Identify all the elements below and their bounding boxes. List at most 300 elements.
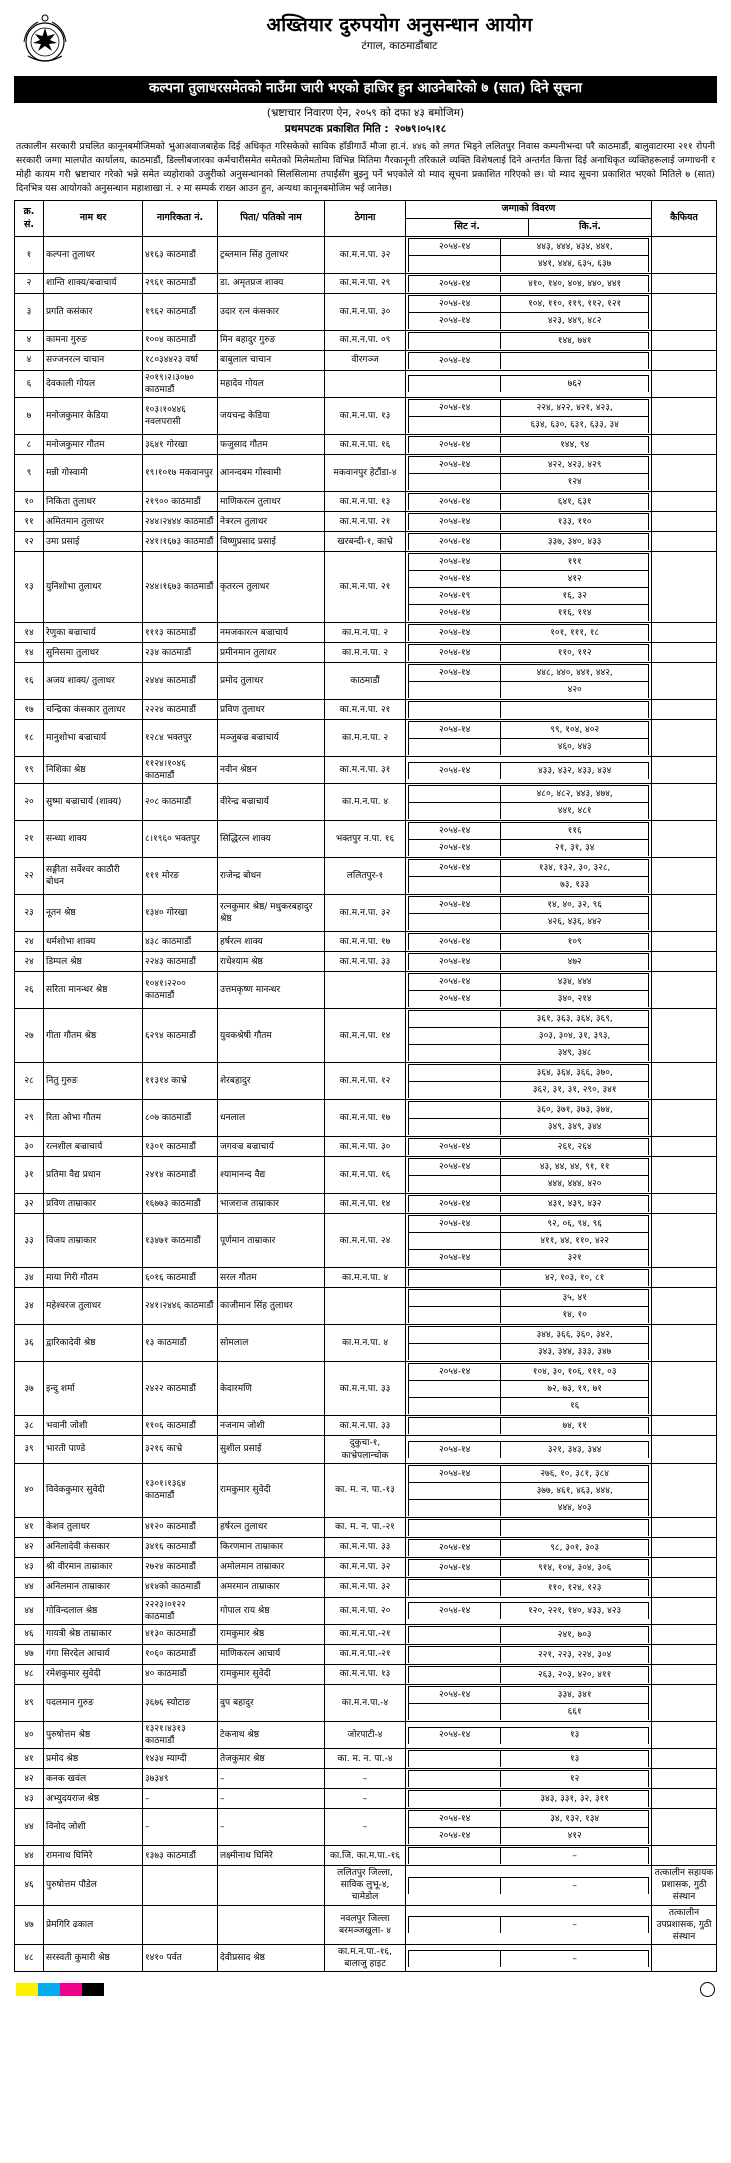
land-detail-row — [409, 1381, 649, 1398]
land-detail-row — [409, 934, 649, 951]
cell-sheet-no: २०५४-१४ — [409, 1364, 501, 1381]
cell-address: – — [325, 1809, 406, 1846]
cell-sheet-no: २०५४-१४ — [409, 1828, 501, 1845]
cell-name: नूतन श्रेष्ठ — [44, 895, 143, 932]
cell-land-details — [406, 552, 652, 623]
land-detail-row — [409, 1791, 649, 1808]
cell-father: सोमलाल — [218, 1325, 325, 1362]
cell-remarks — [652, 1325, 717, 1362]
cell-father: रामकुमार सुवेदी — [218, 1463, 325, 1517]
cell-citizenship: १०३।१०४४६ नवलपरासी — [143, 398, 218, 435]
cell-land-details — [406, 1137, 652, 1157]
cell-remarks — [652, 1288, 717, 1325]
land-detail-row — [409, 702, 649, 719]
cell-remarks — [652, 1436, 717, 1463]
cell-sn: ४४ — [15, 1846, 44, 1866]
land-detail-row — [409, 1686, 649, 1703]
land-detail-row — [409, 1519, 649, 1536]
cell-land-details — [406, 1288, 652, 1325]
cell-sheet-no: २०५४-१४ — [409, 295, 501, 312]
cell-name: प्रविण ताम्राकार — [44, 1194, 143, 1214]
cell-name: युनिशोभा तुलाधर — [44, 552, 143, 623]
cell-address: का.म.न.पा. २१ — [325, 512, 406, 532]
cell-father: टेकनाथ श्रेष्ठ — [218, 1721, 325, 1748]
cell-remarks — [652, 663, 717, 700]
table-row — [15, 1325, 717, 1362]
land-detail-row — [409, 739, 649, 756]
cell-kitta-no: २२१, २२३, २२४, ३०४ — [501, 1646, 649, 1663]
cell-land-details — [406, 1577, 652, 1597]
cell-sn: ४२ — [15, 1769, 44, 1789]
land-detail-row — [409, 974, 649, 991]
table-row — [15, 1288, 717, 1325]
land-detail-row — [409, 275, 649, 292]
land-detail-row — [409, 1119, 649, 1136]
cell-father: मिन बहादुर गुरुङ — [218, 330, 325, 350]
cell-name: धर्मशोभा शाक्य — [44, 932, 143, 952]
col-land-details: जग्गाको विवरण — [406, 201, 652, 219]
land-detail-row — [409, 1344, 649, 1361]
cell-address — [325, 1288, 406, 1325]
cell-kitta-no: ४७२ — [501, 954, 649, 971]
cell-remarks — [652, 293, 717, 330]
col-address: ठेगाना — [325, 201, 406, 236]
cell-kitta-no: ९८, ३०१, ३०३ — [501, 1539, 649, 1556]
cell-land-details — [406, 512, 652, 532]
cell-land-details — [406, 700, 652, 720]
table-row — [15, 972, 717, 1009]
cell-citizenship: ६२९४ काठमाडौं — [143, 1009, 218, 1063]
cell-sheet-no — [409, 702, 501, 719]
table-row — [15, 435, 717, 455]
cell-sn: १४ — [15, 643, 44, 663]
cell-name: कामना गुरुङ — [44, 330, 143, 350]
cell-citizenship — [143, 1905, 218, 1944]
cell-citizenship: १३ काठमाडौं — [143, 1325, 218, 1362]
cell-land-details — [406, 1268, 652, 1288]
cell-kitta-no: १३ — [501, 1751, 649, 1768]
table-row — [15, 895, 717, 932]
cell-kitta-no: १०९ — [501, 934, 649, 951]
cell-land-details — [406, 1063, 652, 1100]
land-detail-row — [409, 1771, 649, 1788]
cell-sn: ४० — [15, 1463, 44, 1517]
cell-remarks — [652, 1789, 717, 1809]
cell-sheet-no: २०५४-१४ — [409, 1196, 501, 1213]
cell-father: जयचन्द्र केडिया — [218, 398, 325, 435]
cell-father: देवीप्रसाद श्रेष्ठ — [218, 1945, 325, 1972]
cell-remarks — [652, 273, 717, 293]
cell-kitta-no: ४२६, ४३६, ४४२ — [501, 914, 649, 931]
cell-address: का.म.न.पा. १७ — [325, 932, 406, 952]
col-sheet-no: सिट नं. — [406, 219, 529, 237]
cell-sheet-no: २०५४-१४ — [409, 1811, 501, 1828]
cell-sheet-no — [409, 1877, 501, 1894]
cell-address: का.म.न.पा. ३३ — [325, 1416, 406, 1436]
cell-sheet-no — [409, 1499, 501, 1516]
cell-address: का.म.न.पा. १४ — [325, 1009, 406, 1063]
cell-citizenship: ११०६ काठमाडौं — [143, 1416, 218, 1436]
cell-name: रत्नशील बज्राचार्य — [44, 1137, 143, 1157]
cell-name: सुष्मा बज्राचार्य (शाक्य) — [44, 784, 143, 821]
cell-remarks — [652, 1644, 717, 1664]
cell-land-details — [406, 1009, 652, 1063]
cell-father: सुशील प्रसाई — [218, 1436, 325, 1463]
cell-father: प्रमीनमान तुलाधर — [218, 643, 325, 663]
cell-land-details — [406, 1664, 652, 1684]
cell-name: प्रतिमा वैद्य प्रधान — [44, 1157, 143, 1194]
cell-kitta-no: २६१, २६४ — [501, 1139, 649, 1156]
cell-citizenship: ११३१४ काभ्रे — [143, 1063, 218, 1100]
cell-sn: ४८ — [15, 1945, 44, 1972]
masthead — [14, 10, 717, 72]
cell-father: किरणमान ताम्राकार — [218, 1537, 325, 1557]
land-detail-row — [409, 417, 649, 434]
cell-citizenship — [143, 1866, 218, 1905]
cell-name: इन्दु शर्मा — [44, 1362, 143, 1416]
cell-sn: १७ — [15, 700, 44, 720]
cell-sheet-no: २०५४-१४ — [409, 762, 501, 779]
cell-father: महादेव गोयल — [218, 370, 325, 397]
cell-name: मनोजकुमार केडिया — [44, 398, 143, 435]
cell-remarks — [652, 1194, 717, 1214]
cell-kitta-no: ३६१, ३६३, ३६४, ३६९, — [501, 1011, 649, 1028]
cell-land-details — [406, 952, 652, 972]
cell-sheet-no: २०५४-१४ — [409, 352, 501, 369]
table-row — [15, 1749, 717, 1769]
cell-citizenship: ८।१९६० भक्तपुर — [143, 821, 218, 858]
cell-name: पुरुषोत्तम श्रेष्ठ — [44, 1721, 143, 1748]
cell-land-details — [406, 1463, 652, 1517]
land-detail-row — [409, 1233, 649, 1250]
cell-remarks — [652, 1463, 717, 1517]
land-detail-row — [409, 1499, 649, 1516]
land-detail-row — [409, 494, 649, 511]
cell-address: का. म. न. पा.-१३ — [325, 1463, 406, 1517]
cell-sheet-no — [409, 1751, 501, 1768]
cell-address: का.म.न.पा. ४ — [325, 1325, 406, 1362]
cell-sn: ४७ — [15, 1644, 44, 1664]
print-footer — [14, 1978, 717, 2005]
cell-father: हर्षरत्न शाक्य — [218, 932, 325, 952]
cell-sheet-no — [409, 376, 501, 393]
cell-kitta-no: १२४ — [501, 474, 649, 491]
cell-land-details — [406, 1721, 652, 1748]
cell-remarks — [652, 552, 717, 623]
cell-kitta-no: ४३१, ४३९, ४३२ — [501, 1196, 649, 1213]
cell-father: बाबुलाल चाचान — [218, 350, 325, 370]
cell-kitta-no: ४३४, ४४४ — [501, 974, 649, 991]
cell-kitta-no: ११६ — [501, 823, 649, 840]
land-detail-row — [409, 437, 649, 454]
cell-name: अनिलमान ताम्राकार — [44, 1577, 143, 1597]
land-detail-row — [409, 1176, 649, 1193]
cell-kitta-no: १३३, ११० — [501, 514, 649, 531]
cell-kitta-no: १४४, ७४१ — [501, 332, 649, 349]
land-detail-row — [409, 312, 649, 329]
cell-sn: ४२ — [15, 1537, 44, 1557]
table-row — [15, 1945, 717, 1972]
cell-father: युवकश्रेषी गौतम — [218, 1009, 325, 1063]
cell-kitta-no — [501, 1519, 649, 1536]
land-detail-row — [409, 1065, 649, 1082]
government-emblem-icon — [16, 12, 74, 70]
land-detail-row — [409, 1307, 649, 1324]
land-detail-row — [409, 1950, 649, 1967]
cell-citizenship: ४१६३ काठमाडौं — [143, 236, 218, 273]
table-row — [15, 1557, 717, 1577]
table-row — [15, 821, 717, 858]
cell-land-details — [406, 1846, 652, 1866]
land-detail-row — [409, 588, 649, 605]
cell-sheet-no — [409, 1381, 501, 1398]
cell-kitta-no: २१, ३१, ३४ — [501, 840, 649, 857]
cell-name: निकिता तुलाधर — [44, 492, 143, 512]
cell-sheet-no — [409, 1307, 501, 1324]
cell-father: नजनाम जोशी — [218, 1416, 325, 1436]
cell-sheet-no — [409, 417, 501, 434]
land-detail-row — [409, 1603, 649, 1620]
land-detail-row — [409, 665, 649, 682]
notice-body-text: तत्कालीन सरकारी प्रचलित कानूनबमोजिमको भुआअवाजबाहेक दिई अधिकृत गरिसकेको साविक हाँडीगाउँ मौजा हा.नं. ४४६ को लगत भिड्ने ललितपुर निवास कम्पनीभन्दा परै काठमाडौं, बालुवाटारमा २११ रोपनी सरकारी जग्गा मालपोत कार्यालय, काठमाडौं, डिल्लीबजारका कर्मचारीसमेत समेतको मिलेमतोमा विभिन्न मितिमा गैरकानूनी तरिकाले व्यक्ति विशेषलाई दिने अन्तर्गत कित्ता दिई अनाधिकृत व्यक्तिहरूलाई जग्गाधनी र मोही कायम गरी भ्रष्टाचार गरेको भन्ने समेत व्यहोराको उजुरीको अनुसन्धानको सिलसिलामा तपाईंसँग बुझ्नु पर्ने भएकोले यो म्याद सूचना प्रकाशित गरिएको छ। यो म्याद सूचना प्रकाशित भएको मितिले ७ (सात) दिनभित्र यस आयोगको अनुसन्धान महाशाखा नं. २ मा सम्पर्क राख्न आउन हुन, अन्यथा कानूनबमोजिम भई जानेछ। — [16, 141, 715, 194]
cell-remarks — [652, 350, 717, 370]
cell-kitta-no: ३३७, ३४०, ४३३ — [501, 534, 649, 551]
cell-sheet-no — [409, 1950, 501, 1967]
cell-address: का.म.न.पा. १४ — [325, 1194, 406, 1214]
table-row — [15, 1100, 717, 1137]
cell-remarks — [652, 932, 717, 952]
cell-remarks: तत्कालीन उपप्रशासक, गुठी संस्थान — [652, 1905, 717, 1944]
cell-remarks — [652, 1137, 717, 1157]
cell-remarks — [652, 1557, 717, 1577]
cell-remarks — [652, 1537, 717, 1557]
table-row — [15, 1137, 717, 1157]
cell-father: कृतरत्न तुलाधर — [218, 552, 325, 623]
cell-kitta-no: ४४१, ४८१ — [501, 803, 649, 820]
table-row — [15, 643, 717, 663]
land-detail-row — [409, 1216, 649, 1233]
cell-land-details — [406, 370, 652, 397]
cell-remarks — [652, 1846, 717, 1866]
cell-kitta-no: ३४४, ३६६, ३६०, ३४२, — [501, 1327, 649, 1344]
land-detail-row — [409, 605, 649, 622]
land-detail-row — [409, 840, 649, 857]
cell-sheet-no — [409, 1045, 501, 1062]
cell-name: सरिता मानन्धर श्रेष्ठ — [44, 972, 143, 1009]
cell-sheet-no — [409, 914, 501, 931]
land-detail-row — [409, 786, 649, 803]
cell-citizenship: २४१४ काठमाडौं — [143, 1157, 218, 1194]
cell-sheet-no — [409, 1102, 501, 1119]
cell-father: सिद्धिरत्न शाक्य — [218, 821, 325, 858]
cell-kitta-no: ४२२, ४२३, ४२९ — [501, 457, 649, 474]
table-row — [15, 1268, 717, 1288]
cell-sn: ८ — [15, 435, 44, 455]
cell-sheet-no: २०५४-१४ — [409, 312, 501, 329]
land-detail-row — [409, 238, 649, 255]
cell-name: उमा प्रसाई — [44, 532, 143, 552]
cell-remarks — [652, 1597, 717, 1624]
cell-father: डा. अमृतप्रज शाक्य — [218, 273, 325, 293]
cell-land-details — [406, 532, 652, 552]
cell-address: का.म.न.पा. २ — [325, 643, 406, 663]
notice-title-bar: कल्पना तुलाधरसमेतको नाउँमा जारी भएको हाजिर हुन आउनेबारेको ७ (सात) दिने सूचना — [14, 76, 717, 103]
cell-sheet-no: २०५४-१४ — [409, 494, 501, 511]
cell-citizenship: २४२२ काठमाडौं — [143, 1362, 218, 1416]
cell-sn: १ — [15, 236, 44, 273]
color-swatch — [16, 1983, 38, 1996]
cell-sn: ४६ — [15, 1866, 44, 1905]
cell-sn: ३३ — [15, 1214, 44, 1268]
cell-sheet-no: २०५४-१४ — [409, 534, 501, 551]
cell-sn: ४९ — [15, 1684, 44, 1721]
cell-address — [325, 972, 406, 1009]
cell-sheet-no — [409, 877, 501, 894]
cell-address — [325, 370, 406, 397]
cell-land-details — [406, 720, 652, 757]
cell-kitta-no: १११ — [501, 554, 649, 571]
cell-address: जोरपाटी-४ — [325, 1721, 406, 1748]
cell-name: निशिका श्रेष्ठ — [44, 757, 143, 784]
cell-citizenship: २२२४ काठमाडौं — [143, 700, 218, 720]
cell-kitta-no: १४४, ९४ — [501, 437, 649, 454]
cell-kitta-no: ४४८, ४४०, ४४१, ४४२, — [501, 665, 649, 682]
cell-kitta-no: ४१२ — [501, 1828, 649, 1845]
cell-address: का.म.न.पा. ४ — [325, 784, 406, 821]
cell-address: काठमाडौं — [325, 663, 406, 700]
cell-kitta-no: ७४, ११ — [501, 1418, 649, 1435]
table-row — [15, 757, 717, 784]
cell-name: सरस्वती कुमारी श्रेष्ठ — [44, 1945, 143, 1972]
color-swatches — [16, 1983, 104, 1996]
cell-sheet-no — [409, 786, 501, 803]
cell-remarks — [652, 435, 717, 455]
table-row — [15, 1214, 717, 1268]
land-detail-row — [409, 722, 649, 739]
land-detail-row — [409, 571, 649, 588]
cell-father — [218, 1866, 325, 1905]
cell-sn: ३१ — [15, 1157, 44, 1194]
col-name: नाम थर — [44, 201, 143, 236]
cell-kitta-no: ११६, ११४ — [501, 605, 649, 622]
land-detail-row — [409, 332, 649, 349]
cell-father: केदारमणि — [218, 1362, 325, 1416]
cell-name: अनिलादेवी कंसकार — [44, 1537, 143, 1557]
cell-kitta-no: १२ — [501, 1771, 649, 1788]
cell-kitta-no: ९१४, १०४, ३०४, ३०६ — [501, 1559, 649, 1576]
publication-row — [14, 122, 717, 136]
land-detail-row — [409, 1559, 649, 1576]
cell-citizenship: १९।१०१७ मकवानपुर — [143, 455, 218, 492]
cell-kitta-no: १०४, ११०, ११९, ११२, १२१ — [501, 295, 649, 312]
cell-sheet-no: २०५४-१४ — [409, 275, 501, 292]
cell-sheet-no — [409, 1327, 501, 1344]
cell-name: प्रगति कसंकार — [44, 293, 143, 330]
cell-kitta-no: २४१, ७०३ — [501, 1626, 649, 1643]
table-header — [15, 201, 717, 236]
table-row — [15, 236, 717, 273]
cell-land-details — [406, 330, 652, 350]
cell-sheet-no: २०५४-१४ — [409, 400, 501, 417]
cell-sheet-no — [409, 1270, 501, 1287]
cell-address: का.म.न.पा. ३३ — [325, 952, 406, 972]
cell-kitta-no: ४६०, ४४३ — [501, 739, 649, 756]
cell-kitta-no: ३२१, ३४३, ३४४ — [501, 1442, 649, 1459]
cell-sheet-no: २०५४-१४ — [409, 665, 501, 682]
cell-address: का.म.न.पा. १२ — [325, 1063, 406, 1100]
cell-citizenship: २४४।२४४४ काठमाडौं — [143, 512, 218, 532]
cell-citizenship: १३७३ काठमाडौं — [143, 1846, 218, 1866]
cell-name: माया गिरी गौतम — [44, 1268, 143, 1288]
cell-name: नितु गुरुङ — [44, 1063, 143, 1100]
cell-sn: ३९ — [15, 1436, 44, 1463]
cell-name: सुनिसमा तुलाधर — [44, 643, 143, 663]
table-row — [15, 1009, 717, 1063]
land-detail-row — [409, 877, 649, 894]
cell-sn: २४ — [15, 952, 44, 972]
land-detail-row — [409, 1290, 649, 1307]
cell-citizenship: २४१।१६७३ काठमाडौं — [143, 532, 218, 552]
cell-kitta-no: ६६१ — [501, 1703, 649, 1720]
cell-address: का.म.न.पा.-२१ — [325, 1644, 406, 1664]
cell-sheet-no: २०५४-१४ — [409, 1539, 501, 1556]
cell-name: श्री वीरमान ताम्राकार — [44, 1557, 143, 1577]
cell-sn: २१ — [15, 821, 44, 858]
cell-address: का.म.न.पा. २१ — [325, 700, 406, 720]
registration-mark-icon — [700, 1982, 715, 1997]
cell-remarks — [652, 236, 717, 273]
cell-kitta-no: ४१०, १४०, ४०४, ४४०, ४४१ — [501, 275, 649, 292]
cell-land-details — [406, 663, 652, 700]
cell-land-details — [406, 236, 652, 273]
cell-kitta-no: ४२, १०३, १०, ८१ — [501, 1270, 649, 1287]
cell-land-details — [406, 1325, 652, 1362]
cell-land-details — [406, 455, 652, 492]
table-row — [15, 1577, 717, 1597]
land-detail-row — [409, 255, 649, 272]
cell-citizenship: – — [143, 1809, 218, 1846]
cell-address: का.म.न.पा. २ — [325, 623, 406, 643]
land-detail-row — [409, 823, 649, 840]
cell-father: उदार रत्न कंसकार — [218, 293, 325, 330]
land-detail-row — [409, 1579, 649, 1596]
cell-kitta-no: १३४, १३२, ३०, ३२८, — [501, 860, 649, 877]
cell-kitta-no: – — [501, 1877, 649, 1894]
cell-citizenship: १११ मोरङ — [143, 858, 218, 895]
cell-sheet-no: २०५४-१४ — [409, 605, 501, 622]
cell-father: – — [218, 1809, 325, 1846]
cell-kitta-no — [501, 352, 649, 369]
cell-remarks — [652, 643, 717, 663]
table-row — [15, 1597, 717, 1624]
cell-sheet-no — [409, 1848, 501, 1865]
cell-sn: २३ — [15, 895, 44, 932]
cell-sn: १० — [15, 492, 44, 512]
cell-citizenship: ६०१६ काठमाडौं — [143, 1268, 218, 1288]
cell-father: अमोलमान ताम्राकार — [218, 1557, 325, 1577]
cell-name: महेश्वरज तुलाधर — [44, 1288, 143, 1325]
cell-name: शान्ति शाक्य/बज्राचार्य — [44, 273, 143, 293]
table-row — [15, 1157, 717, 1194]
cell-kitta-no: ४१२ — [501, 571, 649, 588]
land-detail-row — [409, 534, 649, 551]
land-detail-row — [409, 1045, 649, 1062]
cell-remarks: तत्कालीन सहायक प्रशासक, गुठी संस्थान — [652, 1866, 717, 1905]
cell-remarks — [652, 821, 717, 858]
cell-address: मकवानपुर हेटौंडा-४ — [325, 455, 406, 492]
table-row — [15, 1416, 717, 1436]
cell-remarks — [652, 972, 717, 1009]
